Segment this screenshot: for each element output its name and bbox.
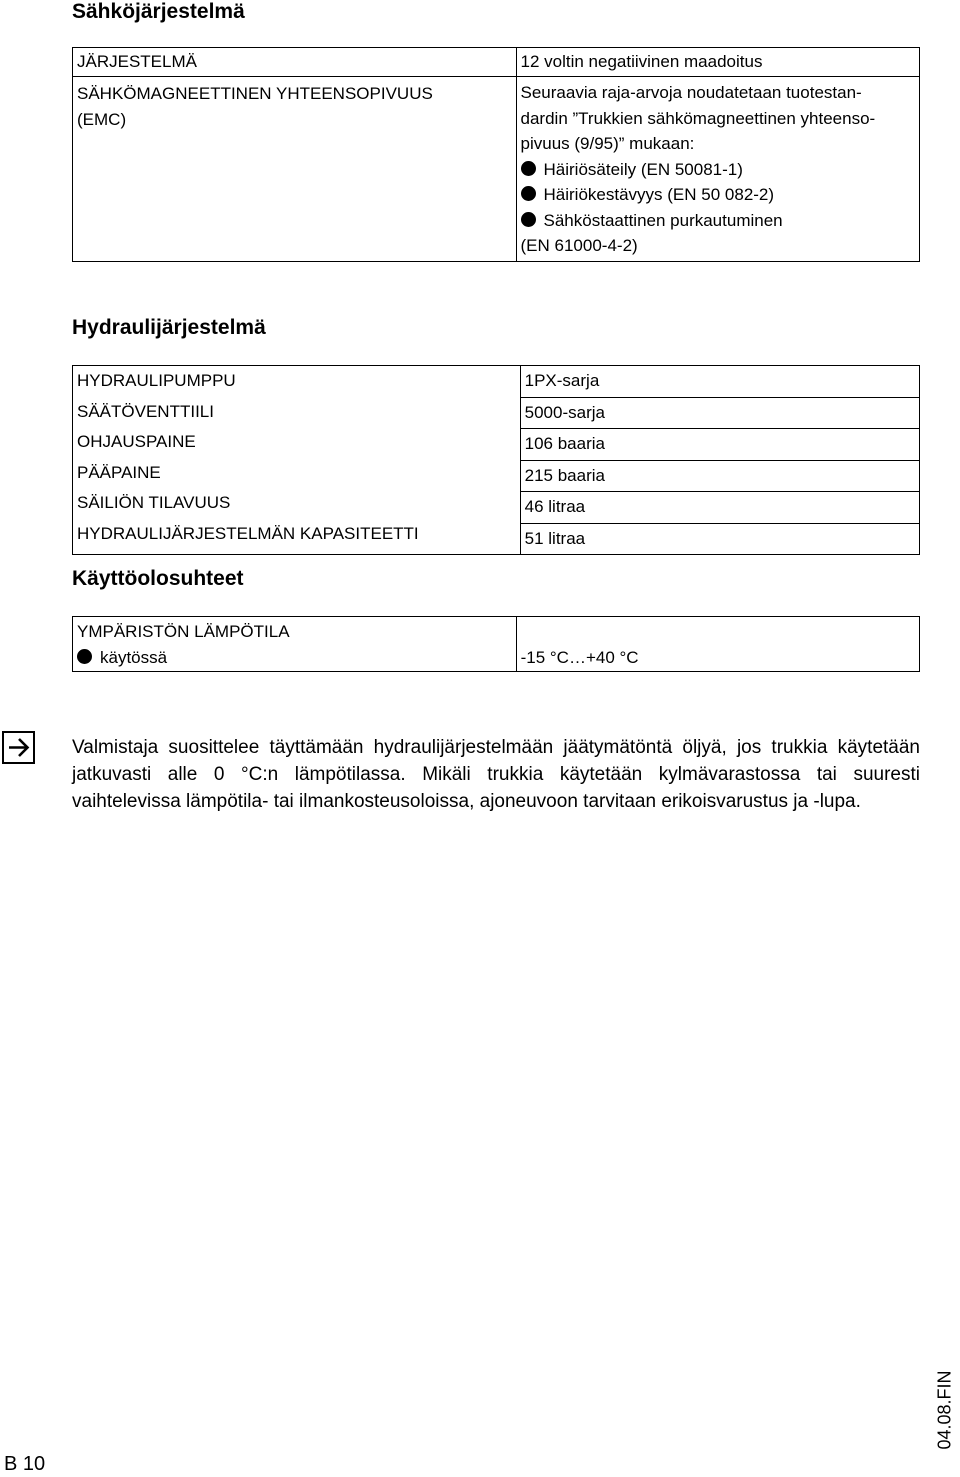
operating-table	[72, 616, 920, 672]
hydraulic-table	[72, 365, 920, 555]
document-code: 04.08.FIN	[934, 1370, 955, 1450]
temperature-value: -15 °C…+40 °C	[516, 617, 919, 672]
emc-bullet-item: Sähköstaattinen purkautuminen	[521, 208, 915, 234]
hydraulic-labels: HYDRAULIPUMPPU SÄÄTÖVENTTIILI OHJAUSPAINE PÄÄPAINE SÄILIÖN TILAVUUS HYDRAULIJÄRJESTELMÄN KAPASITEETTI	[73, 366, 521, 555]
system-label: JÄRJESTELMÄ	[73, 48, 517, 77]
emc-label: SÄHKÖMAGNEETTINEN YHTEENSOPIVUUS (EMC)	[73, 77, 517, 262]
electrical-section-title: Sähköjärjestelmä	[72, 0, 245, 23]
note-text: Valmistaja suosittelee täyttämään hydraulijärjestelmään jäätymätöntä öljyä, jos trukkia käytetään jatkuvasti alle 0 °C:n lämpötilassa. Mikäli trukkia käytetään kylmävarastossa tai suuresti vaihtelevissa lämpötila- tai ilmankosteusoloissa, ajoneuvoon tarvitaan erikoisvarustus ja -lupa.	[72, 737, 920, 812]
bullet-icon	[521, 212, 536, 227]
emc-value: Seuraavia raja-arvoja noudatetaan tuotestan- dardin ”Trukkien sähkömagneettinen yhteenso- pivuus (9/95)” mukaan: Häiriösäteily (EN 50081-1) Häiriökestävyys (EN 50 082-2) Sähköstaattinen purkautuminen (EN 61000-4-2)	[516, 77, 919, 262]
hydraulic-values	[520, 366, 919, 555]
bullet-icon	[521, 186, 536, 201]
temperature-label: YMPÄRISTÖN LÄMPÖTILA käytössä	[73, 617, 517, 672]
hydraulic-value: 46 litraa	[521, 492, 919, 524]
in-use-item: käytössä	[77, 645, 512, 671]
system-value: 12 voltin negatiivinen maadoitus	[516, 48, 919, 77]
emc-bullet-item: Häiriökestävyys (EN 50 082-2)	[521, 182, 915, 208]
page-number: B 10	[4, 1453, 46, 1475]
bullet-icon	[77, 649, 92, 664]
hydraulic-section-title: Hydraulijärjestelmä	[72, 316, 266, 339]
hydraulic-value: 5000-sarja	[521, 398, 919, 430]
emc-bullet-item: Häiriösäteily (EN 50081-1)	[521, 157, 915, 183]
hydraulic-value: 106 baaria	[521, 429, 919, 461]
operating-section-title: Käyttöolosuhteet	[72, 567, 244, 590]
hydraulic-value: 215 baaria	[521, 461, 919, 493]
electrical-table	[72, 47, 920, 262]
bullet-icon	[521, 161, 536, 176]
arrow-right-icon	[2, 731, 35, 764]
hydraulic-value: 51 litraa	[524, 528, 586, 548]
hydraulic-value: 1PX-sarja	[521, 366, 919, 398]
